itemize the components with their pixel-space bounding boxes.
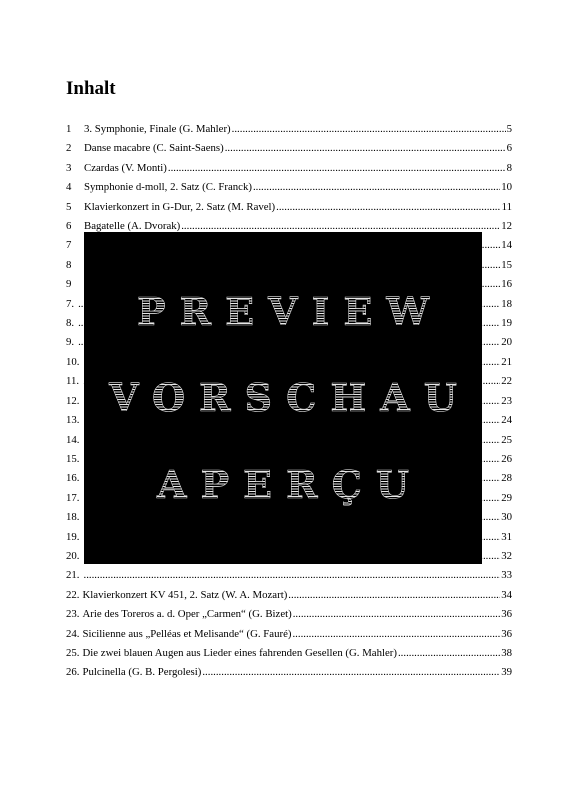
toc-entry-number: 10. — [66, 355, 80, 368]
toc-entry-page: 31 — [501, 530, 512, 543]
toc-entry-page: 39 — [501, 666, 512, 679]
toc-entry-title: Pulcinella (G. B. Pergolesi) — [82, 666, 202, 679]
toc-dot-leader — [253, 178, 500, 197]
watermark-preview: PREVIEW — [136, 288, 444, 334]
toc-entry-title: Bagatelle (A. Dvorak) — [84, 220, 181, 233]
toc-entry — [66, 120, 512, 139]
toc-entry-page: 8 — [506, 161, 512, 174]
toc-entry-page: 34 — [501, 588, 512, 601]
toc-entry-page: 29 — [501, 491, 512, 504]
toc-entry — [66, 198, 512, 217]
toc-entry-number: 20. — [66, 549, 80, 562]
watermark-apercu: APERÇU — [157, 462, 423, 508]
toc-entry — [66, 139, 512, 158]
toc-entry-number: 9 — [66, 278, 72, 291]
toc-dot-leader — [276, 198, 500, 217]
toc-entry-number: 11. — [66, 375, 80, 388]
toc-entry-number: 1 — [66, 123, 72, 135]
toc-dot-leader — [232, 120, 506, 139]
toc-entry-page: 28 — [501, 472, 512, 485]
toc-entry-number: 13. — [66, 414, 80, 427]
toc-entry-number: 6 — [66, 220, 72, 233]
toc-entry-number: 5 — [66, 200, 72, 213]
toc-entry-page: 16 — [501, 278, 512, 291]
toc-entry-page: 19 — [501, 317, 512, 330]
toc-entry-page: 11 — [501, 200, 512, 213]
toc-entry-number: 17. — [66, 491, 80, 504]
toc-entry-page: 32 — [501, 549, 512, 562]
toc-entry — [66, 566, 512, 585]
toc-entry — [66, 605, 512, 624]
toc-entry-number: 2 — [66, 142, 72, 155]
toc-entry-number: 21. — [66, 569, 80, 582]
toc-entry — [66, 586, 512, 605]
toc-entry-title: Czardas (V. Monti) — [84, 161, 167, 174]
toc-dot-leader — [84, 566, 501, 585]
toc-entry-number: 12. — [66, 394, 80, 407]
toc-dot-leader — [293, 605, 500, 624]
toc-entry-page: 38 — [501, 646, 512, 659]
toc-entry-page: 25 — [501, 433, 512, 446]
toc-entry-page: 15 — [501, 258, 512, 271]
page-title: Inhalt — [66, 78, 116, 99]
toc-entry-number: 7. — [66, 297, 75, 310]
toc-entry-page: 6 — [506, 142, 512, 155]
toc-dot-leader — [225, 139, 506, 158]
preview-watermark-overlay — [84, 232, 482, 564]
toc-entry — [66, 625, 512, 644]
toc-entry-page: 5 — [506, 123, 512, 135]
toc-entry — [66, 178, 512, 197]
toc-entry-title: Die zwei blauen Augen aus Lieder eines fahrenden Gesellen (G. Mahler) — [82, 646, 397, 659]
toc-dot-leader — [288, 586, 500, 605]
toc-entry-title: Arie des Toreros a. d. Oper „Carmen“ (G. Bizet) — [82, 608, 292, 621]
toc-entry-title: Danse macabre (C. Saint-Saens) — [84, 142, 224, 155]
toc-entry-page: 33 — [501, 569, 512, 582]
toc-dot-leader — [202, 663, 500, 682]
toc-entry-title: Sicilienne aus „Pelléas et Melisande“ (G. Fauré) — [82, 627, 292, 640]
toc-entry-page: 36 — [501, 627, 512, 640]
toc-entry — [66, 159, 512, 178]
toc-dot-leader — [398, 644, 500, 663]
toc-entry-number: 19. — [66, 530, 80, 543]
toc-entry-page: 30 — [501, 511, 512, 524]
toc-dot-leader — [168, 159, 506, 178]
toc-entry-number: 8 — [66, 258, 72, 271]
watermark-vorschau: VORSCHAU — [109, 375, 471, 421]
toc-entry-title: Symphonie d-moll, 2. Satz (C. Franck) — [84, 181, 252, 194]
toc-entry-title: 3. Symphonie, Finale (G. Mahler) — [84, 123, 231, 135]
toc-entry-title: Klavierkonzert in G-Dur, 2. Satz (M. Ravel) — [84, 200, 276, 213]
toc-entry-number: 15. — [66, 452, 80, 465]
toc-entry-page: 24 — [501, 414, 512, 427]
toc-entry-page: 21 — [501, 355, 512, 368]
toc-entry — [66, 663, 512, 682]
toc-entry-number: 26. — [66, 666, 80, 679]
toc-entry-number: 3 — [66, 161, 72, 174]
toc-entry-number: 25. — [66, 646, 80, 659]
toc-entry-page: 23 — [501, 394, 512, 407]
toc-entry-number: 8. — [66, 317, 75, 330]
toc-entry-page: 20 — [501, 336, 512, 349]
toc-entry-number: 24. — [66, 627, 80, 640]
toc-entry-page: 26 — [501, 452, 512, 465]
toc-entry-number: 23. — [66, 608, 80, 621]
toc-entry-page: 12 — [501, 220, 512, 233]
toc-entry-number: 14. — [66, 433, 80, 446]
toc-entry-page: 22 — [501, 375, 512, 388]
toc-entry-number: 22. — [66, 588, 80, 601]
toc-entry-page: 14 — [501, 239, 512, 252]
toc-entry-number: 16. — [66, 472, 80, 485]
toc-dot-leader — [292, 625, 500, 644]
toc-entry-number: 4 — [66, 181, 72, 194]
toc-entry-number: 18. — [66, 511, 80, 524]
toc-entry-number: 9. — [66, 336, 75, 349]
toc-entry-number: 7 — [66, 239, 72, 252]
toc-entry-title: Klavierkonzert KV 451, 2. Satz (W. A. Mozart) — [82, 588, 288, 601]
toc-entry — [66, 644, 512, 663]
toc-entry-page: 18 — [501, 297, 512, 310]
toc-entry-page: 36 — [501, 608, 512, 621]
toc-entry-page: 10 — [501, 181, 512, 194]
